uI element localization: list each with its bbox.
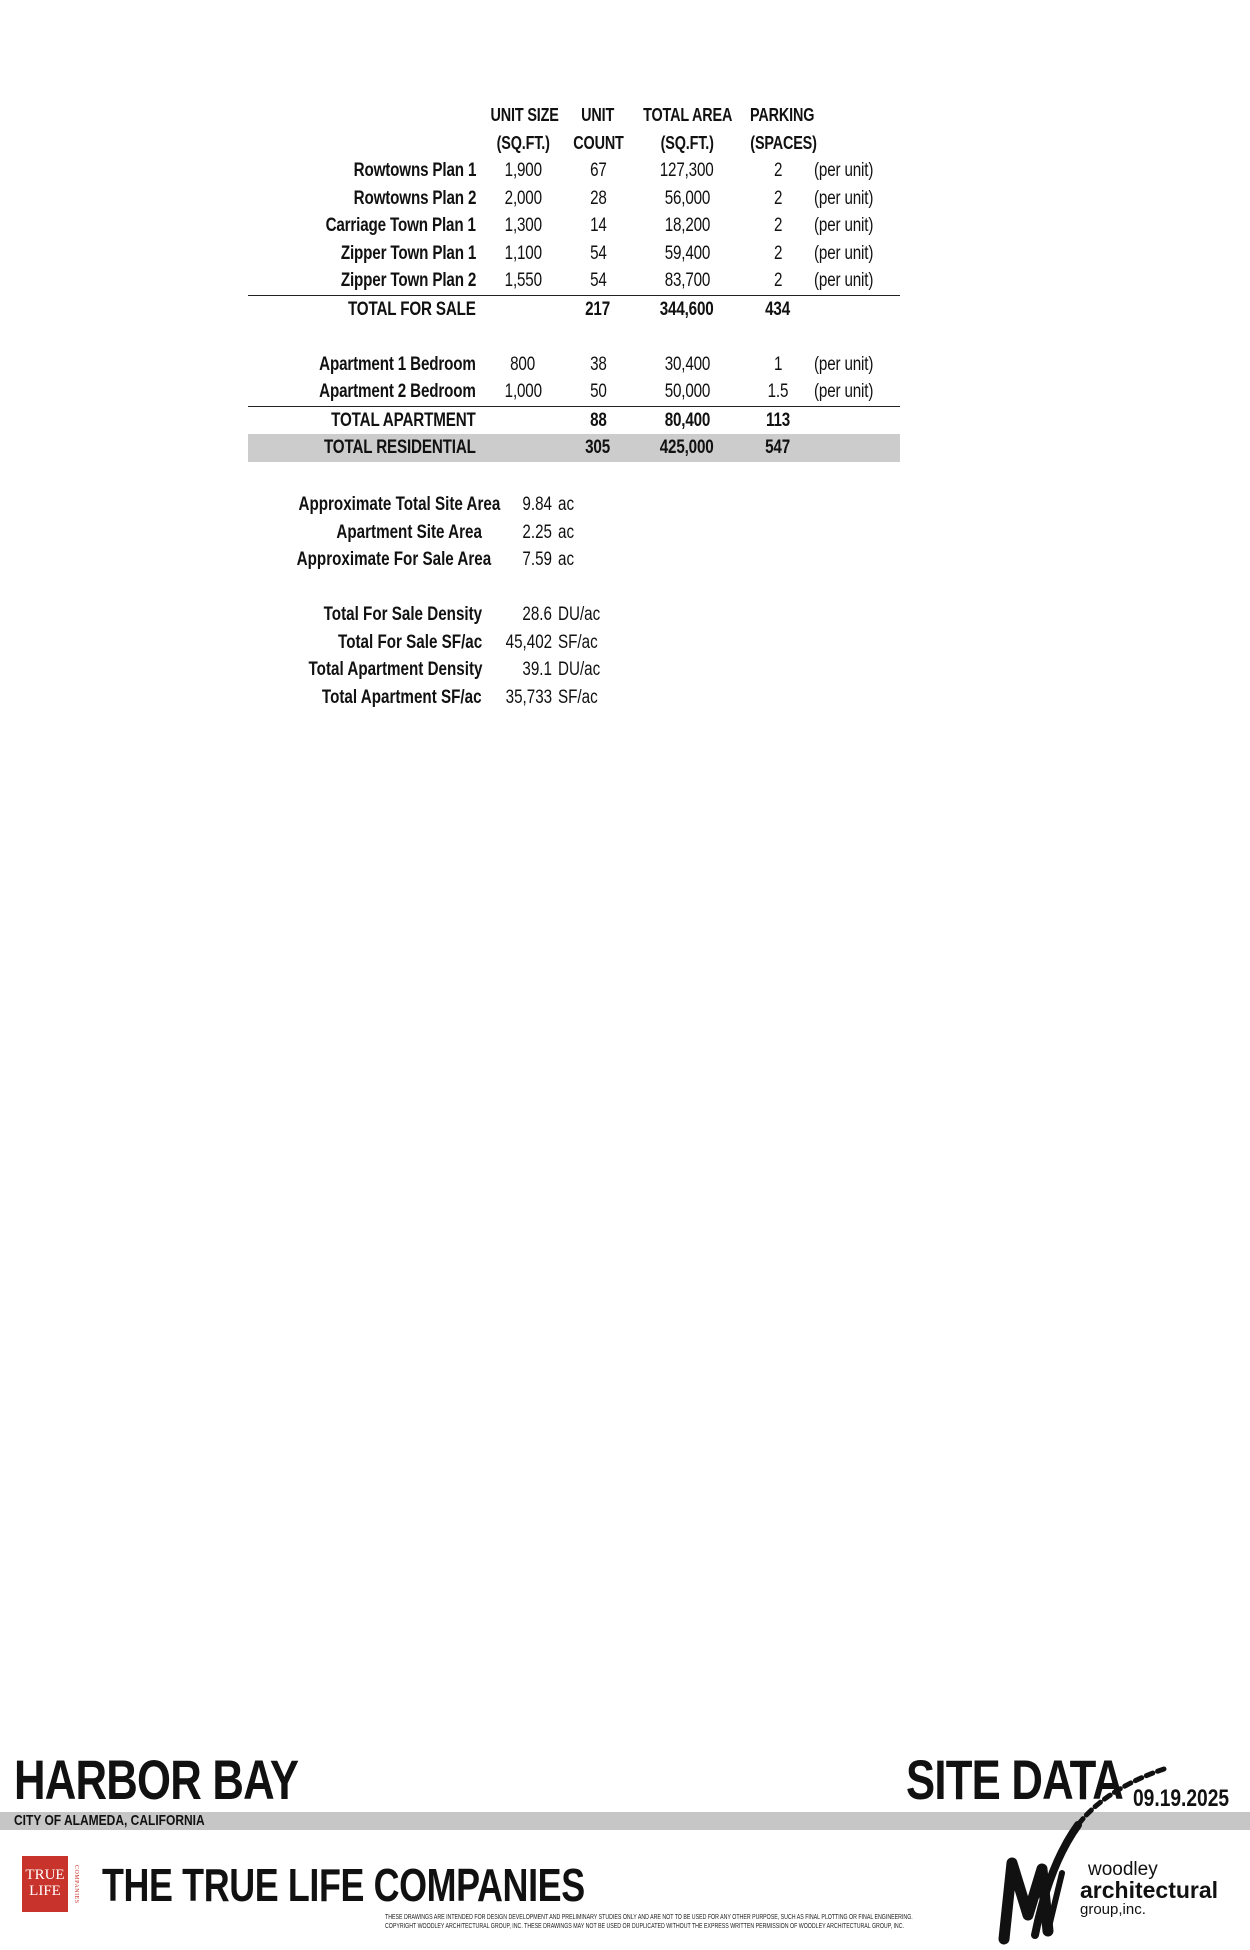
note-cell <box>814 406 900 434</box>
density-unit: SF/ac <box>558 631 598 653</box>
site-area-unit: ac <box>558 549 575 570</box>
row-label: Rowtowns Plan 2 <box>353 187 476 209</box>
architect-name-line-3: group,inc. <box>1080 1901 1146 1918</box>
unit-size-cell: 2,000 <box>504 187 542 209</box>
parking-cell: 1.5 <box>767 381 789 402</box>
site-area-unit: ac <box>558 494 575 515</box>
sheet-title: SITE DATA <box>906 1748 1124 1811</box>
parking-cell: 2 <box>773 242 783 264</box>
header-unit-count-unit: COUNT <box>572 132 624 153</box>
header-note-col <box>814 102 900 130</box>
site-area-value: 2.25 <box>522 521 552 543</box>
architect-name-line-1: woodley <box>1088 1859 1158 1880</box>
table-row <box>248 629 648 657</box>
table-row <box>248 267 900 295</box>
table-row <box>248 185 900 213</box>
total-area-cell: 344,600 <box>632 295 742 323</box>
site-area-value: 7.59 <box>522 549 552 570</box>
header-parking-unit: (SPACES) <box>750 132 817 153</box>
total-area-cell: 425,000 <box>632 434 742 462</box>
unit-count-cell: 38 <box>589 353 607 375</box>
parking-cell: 2 <box>773 270 783 291</box>
unit-size-cell: 1,100 <box>504 242 542 264</box>
total-apartment-row <box>248 406 900 434</box>
unit-count-cell: 305 <box>564 434 632 462</box>
unit-count-cell: 54 <box>589 242 607 264</box>
unit-size-cell <box>482 434 564 462</box>
architect-name <box>1080 1860 1218 1917</box>
header-unit-size-unit: (SQ.FT.) <box>496 132 550 153</box>
logo-word-companies: COMPANIES <box>73 1864 79 1904</box>
header-row-2 <box>248 130 900 158</box>
parking-cell: 113 <box>742 406 814 434</box>
total-area-cell: 30,400 <box>664 353 710 375</box>
header-unit-count: UNIT <box>581 105 615 125</box>
note-cell: (per unit) <box>814 242 874 264</box>
total-area-cell: 83,700 <box>664 270 710 291</box>
unit-size-cell: 1,550 <box>504 270 542 291</box>
header-parking: PARKING <box>750 105 815 125</box>
table-row <box>248 157 900 185</box>
density-value: 39.1 <box>522 659 552 680</box>
unit-size-cell: 800 <box>510 353 536 375</box>
disclaimer-text <box>300 1913 980 1931</box>
unit-count-cell: 217 <box>564 295 632 323</box>
unit-data-table <box>248 102 900 462</box>
density-label: Total For Sale Density <box>323 604 482 625</box>
row-label: Apartment 1 Bedroom <box>319 353 476 375</box>
total-area-cell: 56,000 <box>664 187 710 209</box>
project-title: HARBOR BAY <box>14 1748 299 1811</box>
unit-size-cell: 1,300 <box>504 215 542 236</box>
total-residential-row <box>248 434 900 462</box>
header-unit-size: UNIT SIZE <box>490 105 559 125</box>
table-row <box>248 601 648 629</box>
row-label: Zipper Town Plan 1 <box>340 242 476 264</box>
density-unit: DU/ac <box>558 659 601 680</box>
row-label: Rowtowns Plan 1 <box>353 160 476 181</box>
total-area-cell: 80,400 <box>632 406 742 434</box>
true-life-logo-icon <box>22 1856 80 1912</box>
row-label: TOTAL APARTMENT <box>248 406 482 434</box>
site-area-label: Apartment Site Area <box>336 521 482 543</box>
density-unit: DU/ac <box>558 604 601 625</box>
logo-word-life: LIFE <box>29 1883 61 1899</box>
table-row <box>248 546 648 574</box>
true-life-logo-box <box>22 1856 68 1912</box>
density-value: 35,733 <box>505 686 552 708</box>
site-area-table <box>248 491 648 574</box>
parking-cell: 547 <box>742 434 814 462</box>
table-row <box>248 212 900 240</box>
header-note-col <box>814 130 900 158</box>
disclaimer-line-1: THESE DRAWINGS ARE INTENDED FOR DESIGN DEVELOPMENT AND PRELIMINARY STUDIES ONLY AND ARE NOT TO BE USED FOR ANY OTHER PURPOSE, SUCH AS FINAL PLOTTING OR FINAL ENGINEERING. <box>385 1914 913 1921</box>
sheet-date: 09.19.2025 <box>1133 1785 1230 1812</box>
row-label: TOTAL FOR SALE <box>248 295 482 323</box>
unit-size-cell: 1,000 <box>504 381 542 402</box>
architect-name-line-2: architectural <box>1080 1877 1219 1903</box>
note-cell <box>814 434 900 462</box>
row-label: Zipper Town Plan 2 <box>340 270 476 291</box>
table-row <box>248 378 900 406</box>
density-value: 45,402 <box>505 631 552 653</box>
site-area-label: Approximate For Sale Area <box>296 549 492 570</box>
unit-size-cell <box>482 295 564 323</box>
site-area-unit: ac <box>558 521 575 543</box>
row-label: TOTAL RESIDENTIAL <box>248 434 482 462</box>
note-cell: (per unit) <box>814 160 874 181</box>
header-total-area: TOTAL AREA <box>643 105 733 125</box>
site-area-label: Approximate Total Site Area <box>298 494 501 515</box>
total-area-cell: 18,200 <box>664 215 710 236</box>
project-location: CITY OF ALAMEDA, CALIFORNIA <box>14 1812 205 1829</box>
header-label-col <box>248 130 482 158</box>
table-row <box>248 684 648 712</box>
header-row-1 <box>248 102 900 130</box>
note-cell: (per unit) <box>814 270 874 291</box>
parking-cell: 2 <box>773 215 783 236</box>
density-unit: SF/ac <box>558 686 598 708</box>
site-area-value: 9.84 <box>522 494 552 515</box>
unit-count-cell: 50 <box>589 381 607 402</box>
row-label: Apartment 2 Bedroom <box>319 381 476 402</box>
table-row <box>248 519 648 547</box>
parking-cell: 1 <box>773 353 783 375</box>
note-cell: (per unit) <box>814 381 874 402</box>
unit-count-cell: 54 <box>589 270 607 291</box>
table-row <box>248 656 648 684</box>
density-value: 28.6 <box>522 604 552 625</box>
note-cell <box>814 295 900 323</box>
table-row <box>248 240 900 268</box>
header-total-area-unit: (SQ.FT.) <box>660 132 714 153</box>
unit-count-cell: 88 <box>564 406 632 434</box>
note-cell: (per unit) <box>814 215 874 236</box>
unit-count-cell: 67 <box>589 160 607 181</box>
density-table <box>248 601 648 711</box>
disclaimer-line-2: COPYRIGHT WOODLEY ARCHITECTURAL GROUP, INC. THESE DRAWINGS MAY NOT BE USED OR DUPLICATED WITHOUT THE EXPRESS WRITTEN PERMISSION OF WOODLEY ARCHITECTURAL GROUP, INC. <box>385 1923 904 1930</box>
total-area-cell: 50,000 <box>664 381 710 402</box>
unit-size-cell <box>482 406 564 434</box>
total-for-sale-row <box>248 295 900 323</box>
unit-count-cell: 28 <box>589 187 607 209</box>
density-label: Total For Sale SF/ac <box>337 631 482 653</box>
parking-cell: 434 <box>742 295 814 323</box>
note-cell: (per unit) <box>814 187 874 209</box>
table-row <box>248 491 648 519</box>
header-label-col <box>248 102 482 130</box>
unit-count-cell: 14 <box>589 215 607 236</box>
client-company-name: THE TRUE LIFE COMPANIES <box>102 1859 585 1911</box>
total-area-cell: 59,400 <box>664 242 710 264</box>
parking-cell: 2 <box>773 160 783 181</box>
parking-cell: 2 <box>773 187 783 209</box>
row-label: Carriage Town Plan 1 <box>325 215 476 236</box>
density-label: Total Apartment Density <box>308 659 482 680</box>
spacer-row <box>248 323 900 351</box>
density-label: Total Apartment SF/ac <box>322 686 482 708</box>
logo-word-true: TRUE <box>25 1867 65 1883</box>
unit-size-cell: 1,900 <box>504 160 542 181</box>
note-cell: (per unit) <box>814 353 874 375</box>
total-area-cell: 127,300 <box>660 160 714 181</box>
table-row <box>248 351 900 379</box>
